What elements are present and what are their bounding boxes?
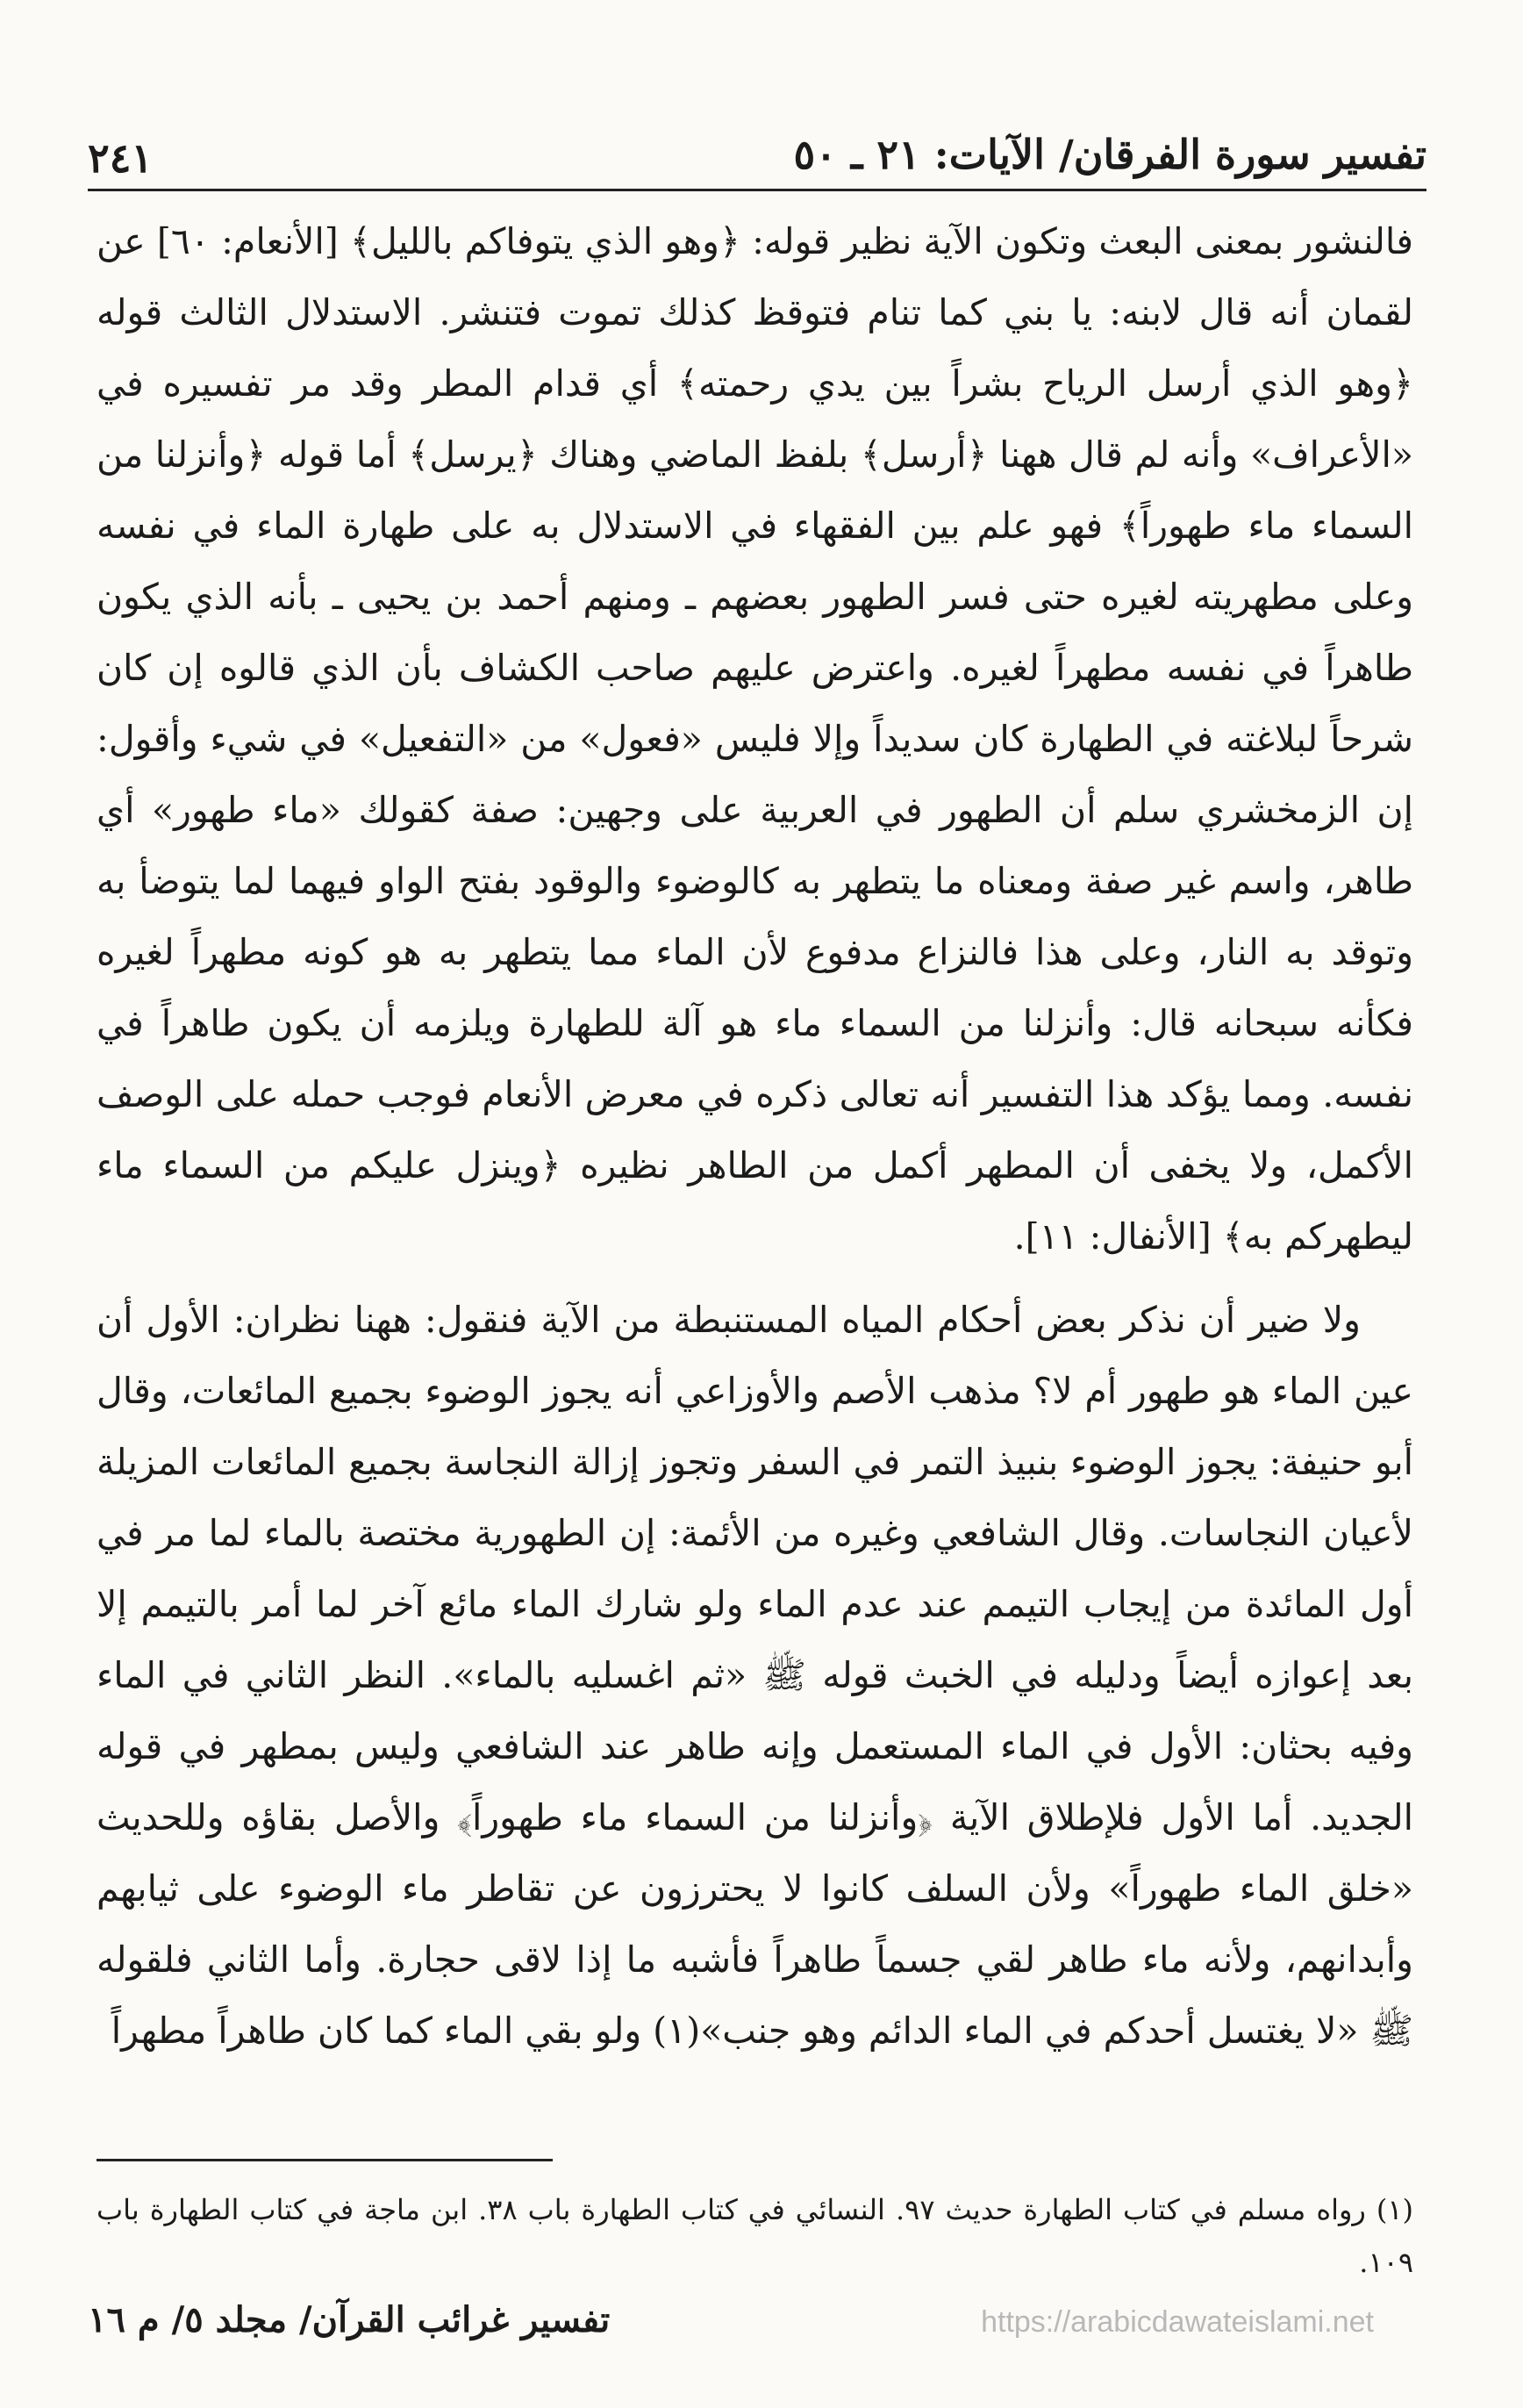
footnote-divider (97, 2159, 553, 2161)
paragraph-1: فالنشور بمعنى البعث وتكون الآية نظير قوله: ﴿وهو الذي يتوفاكم بالليل﴾ [الأنعام: ٦٠] عن لقمان أنه قال لابنه: يا بني كما تنام فتوقظ كذلك تموت فتنشر. الاستدلال الثالث قوله ﴿وهو الذي أرسل الرياح بشراً بين يدي رحمته﴾ أي قدام المطر وقد مر تفسيره في «الأعراف» وأنه لم قال ههنا ﴿أرسل﴾ بلفظ الماضي وهناك ﴿يرسل﴾ أما قوله ﴿وأنزلنا من السماء ماء طهوراً﴾ فهو علم بين الفقهاء في الاستدلال به على طهارة الماء في نفسه وعلى مطهريته لغيره حتى فسر الطهور بعضهم ـ ومنهم أحمد بن يحيى ـ بأنه الذي يكون طاهراً في نفسه مطهراً لغيره. واعترض عليهم صاحب الكشاف بأن الذي قالوه إن كان شرحاً لبلاغته في الطهارة كان سديداً وإلا فليس «فعول» من «التفعيل» في شيء وأقول: إن الزمخشري سلم أن الطهور في العربية على وجهين: صفة كقولك «ماء طهور» أي طاهر، واسم غير صفة ومعناه ما يتطهر به كالوضوء والوقود بفتح الواو فيهما لما يتوضأ به وتوقد به النار، وعلى هذا فالنزاع مدفوع لأن الماء مما يتطهر به هو كونه مطهراً لغيره فكأنه سبحانه قال: وأنزلنا من السماء ماء هو آلة للطهارة ويلزمه أن يكون طاهراً في نفسه. ومما يؤكد هذا التفسير أنه تعالى ذكره في معرض الأنعام فوجب حمله على الوصف الأكمل، ولا يخفى أن المطهر أكمل من الطاهر نظيره ﴿وينزل عليكم من السماء ماء ليطهركم به﴾ [الأنفال: ١١]. (97, 220, 1413, 1258)
page-number: ٢٤١ (88, 134, 154, 182)
paragraph-2: ولا ضير أن نذكر بعض أحكام المياه المستنبطة من الآية فنقول: ههنا نظران: الأول أن عين الماء هو طهور أم لا؟ مذهب الأصم والأوزاعي أنه يجوز الوضوء بجميع المائعات، وقال أبو حنيفة: يجوز الوضوء بنبيذ التمر في السفر وتجوز إزالة النجاسة بجميع المائعات المزيلة لأعيان النجاسات. وقال الشافعي وغيره من الأئمة: إن الطهورية مختصة بالماء لما مر في أول المائدة من إيجاب التيمم عند عدم الماء ولو شارك الماء مائع آخر لما أمر بالتيمم إلا بعد إعوازه أيضاً ودليله في الخبث قوله ﷺ «ثم اغسليه بالماء». النظر الثاني في الماء وفيه بحثان: الأول في الماء المستعمل وإنه طاهر عند الشافعي وليس بمطهر في قوله الجديد. أما الأول فلإطلاق الآية ﴿وأنزلنا من السماء ماء طهوراً﴾ والأصل بقاؤه وللحديث «خلق الماء طهوراً» ولأن السلف كانوا لا يحترزون عن تقاطر ماء الوضوء على ثيابهم وأبدانهم، ولأنه ماء طاهر لقي جسماً طاهراً فأشبه ما إذا لاقى حجارة. وأما الثاني فلقوله ﷺ «لا يغتسل أحدكم في الماء الدائم وهو جنب»(١) ولو بقي الماء كما كان طاهراً مطهراً (97, 1299, 1414, 2052)
footer-book-title: تفسير غرائب القرآن/ مجلد ٥/ م ١٦ (88, 2299, 611, 2340)
main-text (97, 206, 1413, 2067)
watermark-url: https://arabicdawateislami.net (981, 2305, 1374, 2339)
running-title: تفسير سورة الفرقان/ الآيات: ٢١ ـ ٥٠ (793, 131, 1426, 178)
page-header (88, 118, 1426, 191)
footnote: (١) رواه مسلم في كتاب الطهارة حديث ٩٧. النسائي في كتاب الطهارة باب ٣٨. ابن ماجة في كتاب الطهارة باب ١٠٩. (97, 2193, 1414, 2279)
